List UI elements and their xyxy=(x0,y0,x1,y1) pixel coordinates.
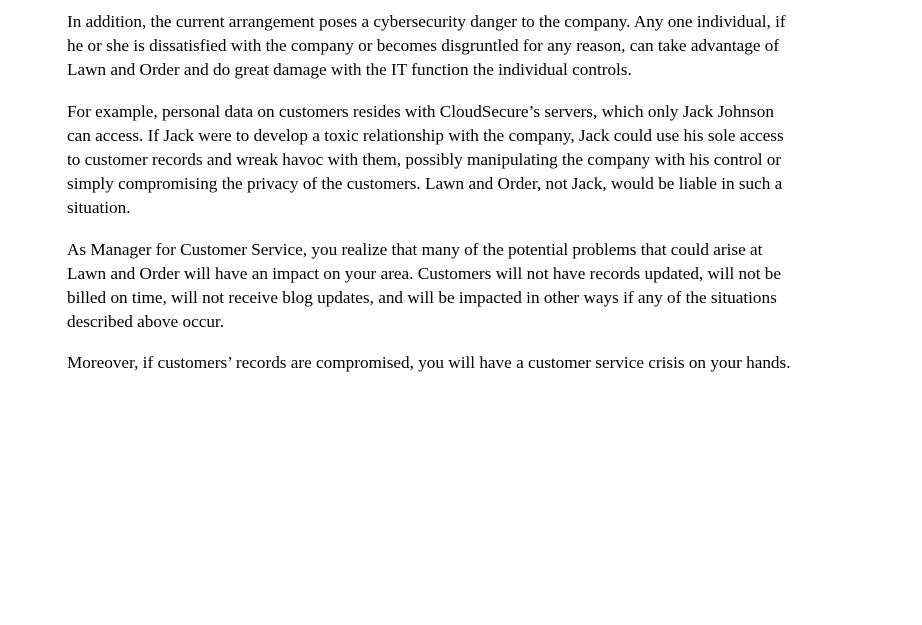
paragraph-customer-service-crisis xyxy=(67,351,857,375)
paragraph-cybersecurity-danger xyxy=(67,10,857,83)
paragraph-customer-service-impact xyxy=(67,238,857,335)
text-line: billed on time, will not receive blog updates, and will be impacted in other ways if any of the situations xyxy=(67,288,777,308)
text-line: As Manager for Customer Service, you realize that many of the potential problems that could arise at xyxy=(67,239,763,259)
text-line: described above occur. xyxy=(67,312,225,332)
text-line: can access. If Jack were to develop a toxic relationship with the company, Jack could use his sole access xyxy=(67,125,784,145)
text-line: Moreover, if customers’ records are compromised, you will have a customer service crisis on your hands. xyxy=(67,353,791,373)
text-line: he or she is dissatisfied with the company or becomes disgruntled for any reason, can take advantage of xyxy=(67,36,780,56)
paragraph-example-cloudsecure xyxy=(67,100,857,221)
text-line: situation. xyxy=(67,198,131,218)
text-line: Lawn and Order and do great damage with the IT function the individual controls. xyxy=(67,60,632,80)
text-line: For example, personal data on customers resides with CloudSecure’s servers, which only Jack Johnson xyxy=(67,101,774,121)
text-line: Lawn and Order will have an impact on your area. Customers will not have records updated, will not be xyxy=(67,263,782,283)
text-line: simply compromising the privacy of the customers. Lawn and Order, not Jack, would be liable in such a xyxy=(67,174,783,194)
document-body xyxy=(67,10,857,393)
text-line: In addition, the current arrangement poses a cybersecurity danger to the company. Any one individual, if xyxy=(67,12,786,31)
text-line: to customer records and wreak havoc with them, possibly manipulating the company with his control or xyxy=(67,150,782,170)
